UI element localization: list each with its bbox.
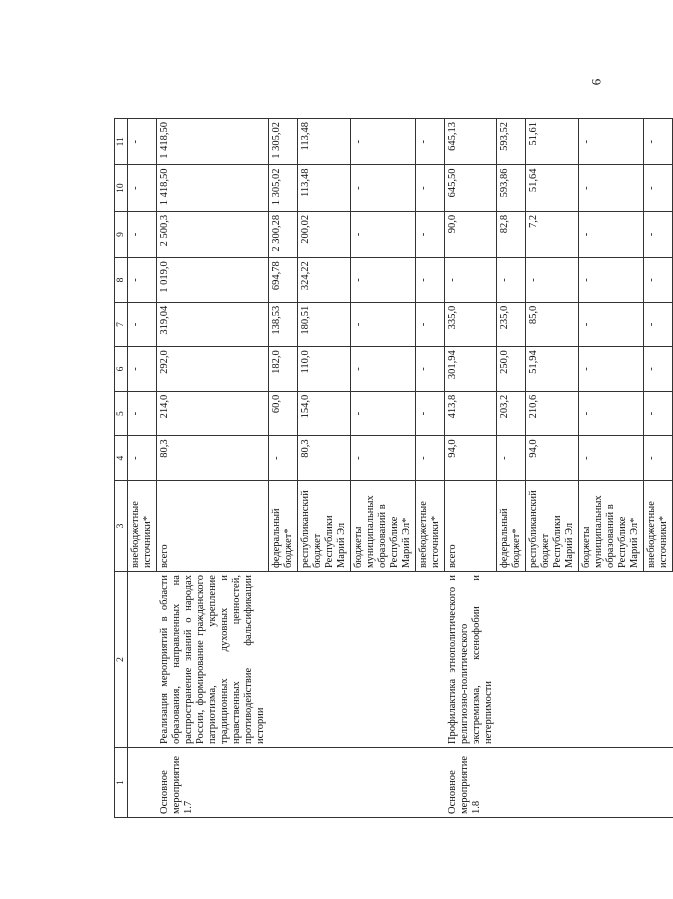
value-cell: 1 305,02 xyxy=(269,165,298,211)
description-cell: Реализация мероприятий в области образования, направленных на распространение знаний о народах России, формирование гражданского патриотизма, укрепление традиционных духовных и нравственных ценностей, противодействие фальсификации истории xyxy=(157,572,269,748)
table-row xyxy=(157,119,269,818)
column-header: 8 xyxy=(115,258,128,303)
value-cell: - xyxy=(351,119,416,165)
activity-cell xyxy=(644,748,673,818)
funding-source-cell: бюджеты муниципальных образований в Республике Марий Эл* xyxy=(579,480,644,571)
value-cell: - xyxy=(644,347,673,392)
value-cell: - xyxy=(445,258,497,303)
value-cell: - xyxy=(644,211,673,257)
value-cell: - xyxy=(416,211,445,257)
value-cell: - xyxy=(497,258,526,303)
value-cell: 94,0 xyxy=(445,436,497,481)
value-cell: - xyxy=(351,436,416,481)
value-cell: - xyxy=(644,165,673,211)
value-cell: - xyxy=(351,391,416,436)
funding-source-cell: бюджеты муниципальных образований в Республике Марий Эл* xyxy=(351,480,416,571)
value-cell: - xyxy=(416,391,445,436)
column-header: 4 xyxy=(115,436,128,481)
value-cell: - xyxy=(644,258,673,303)
table-row xyxy=(644,119,673,818)
header-row xyxy=(115,119,128,818)
table-row xyxy=(128,119,157,818)
value-cell: - xyxy=(351,211,416,257)
description-cell xyxy=(644,572,673,748)
value-cell: - xyxy=(416,119,445,165)
funding-table xyxy=(114,118,673,818)
table-row xyxy=(351,119,416,818)
funding-source-cell: республиканский бюджет Республики Марий Эл xyxy=(526,480,579,571)
value-cell: 94,0 xyxy=(526,436,579,481)
value-cell: 203,2 xyxy=(497,391,526,436)
value-cell: - xyxy=(579,436,644,481)
funding-source-cell: внебюджетные источники* xyxy=(416,480,445,571)
rotated-page xyxy=(114,118,669,818)
value-cell: 138,53 xyxy=(269,302,298,347)
value-cell: 51,64 xyxy=(526,165,579,211)
table-row xyxy=(269,119,298,818)
funding-source-cell: внебюджетные источники* xyxy=(128,480,157,571)
value-cell: - xyxy=(269,436,298,481)
value-cell: - xyxy=(579,165,644,211)
value-cell: 319,04 xyxy=(157,302,269,347)
value-cell: 80,3 xyxy=(157,436,269,481)
value-cell: 301,94 xyxy=(445,347,497,392)
value-cell: - xyxy=(579,211,644,257)
table-body xyxy=(128,119,673,818)
description-cell xyxy=(416,572,445,748)
funding-source-cell: республиканский бюджет Республики Марий Эл xyxy=(298,480,351,571)
column-header: 3 xyxy=(115,480,128,571)
value-cell: 90,0 xyxy=(445,211,497,257)
value-cell: 60,0 xyxy=(269,391,298,436)
value-cell: - xyxy=(128,302,157,347)
description-cell xyxy=(351,572,416,748)
value-cell: 593,52 xyxy=(497,119,526,165)
value-cell: 413,8 xyxy=(445,391,497,436)
description-cell xyxy=(497,572,526,748)
value-cell: - xyxy=(579,347,644,392)
value-cell: - xyxy=(416,347,445,392)
value-cell: 182,0 xyxy=(269,347,298,392)
table-row xyxy=(497,119,526,818)
value-cell: 200,02 xyxy=(298,211,351,257)
table-row xyxy=(298,119,351,818)
value-cell: - xyxy=(644,436,673,481)
column-header: 10 xyxy=(115,165,128,211)
description-cell: Профилактика этнополитического и религиозно-политического экстремизма, ксенофобии и нетерпимости xyxy=(445,572,497,748)
table-row xyxy=(445,119,497,818)
value-cell: - xyxy=(351,165,416,211)
value-cell: - xyxy=(416,302,445,347)
description-cell xyxy=(526,572,579,748)
activity-cell xyxy=(298,748,351,818)
value-cell: 113,48 xyxy=(298,119,351,165)
activity-cell: Основное мероприятие 1.7 xyxy=(157,748,269,818)
value-cell: 235,0 xyxy=(497,302,526,347)
value-cell: 110,0 xyxy=(298,347,351,392)
value-cell: 645,13 xyxy=(445,119,497,165)
value-cell: 154,0 xyxy=(298,391,351,436)
value-cell: 324,22 xyxy=(298,258,351,303)
value-cell: - xyxy=(128,347,157,392)
value-cell: - xyxy=(579,119,644,165)
activity-cell xyxy=(269,748,298,818)
value-cell: 113,48 xyxy=(298,165,351,211)
value-cell: 292,0 xyxy=(157,347,269,392)
description-cell xyxy=(128,572,157,748)
value-cell: 250,0 xyxy=(497,347,526,392)
funding-source-cell: федеральный бюджет* xyxy=(497,480,526,571)
value-cell: - xyxy=(579,302,644,347)
column-header: 9 xyxy=(115,211,128,257)
table-row xyxy=(526,119,579,818)
value-cell: 51,94 xyxy=(526,347,579,392)
value-cell: 1 418,50 xyxy=(157,165,269,211)
column-header: 1 xyxy=(115,748,128,818)
funding-source-cell: всего xyxy=(157,480,269,571)
funding-source-cell: внебюджетные источники* xyxy=(644,480,673,571)
value-cell: - xyxy=(351,302,416,347)
value-cell: 180,51 xyxy=(298,302,351,347)
description-cell xyxy=(269,572,298,748)
value-cell: 80,3 xyxy=(298,436,351,481)
value-cell: - xyxy=(416,436,445,481)
activity-cell xyxy=(497,748,526,818)
value-cell: - xyxy=(351,347,416,392)
value-cell: - xyxy=(128,211,157,257)
value-cell: - xyxy=(526,258,579,303)
value-cell: 51,61 xyxy=(526,119,579,165)
value-cell: - xyxy=(497,436,526,481)
value-cell: - xyxy=(416,258,445,303)
table-row xyxy=(416,119,445,818)
value-cell: 645,50 xyxy=(445,165,497,211)
value-cell: - xyxy=(128,119,157,165)
value-cell: 2 500,3 xyxy=(157,211,269,257)
value-cell: 7,2 xyxy=(526,211,579,257)
value-cell: - xyxy=(644,119,673,165)
activity-cell xyxy=(351,748,416,818)
table-row xyxy=(579,119,644,818)
value-cell: 694,78 xyxy=(269,258,298,303)
value-cell: 82,8 xyxy=(497,211,526,257)
page-number: 6 xyxy=(588,78,604,86)
value-cell: - xyxy=(128,258,157,303)
column-header: 5 xyxy=(115,391,128,436)
value-cell: - xyxy=(579,391,644,436)
value-cell: 1 019,0 xyxy=(157,258,269,303)
column-header: 2 xyxy=(115,572,128,748)
value-cell: 335,0 xyxy=(445,302,497,347)
value-cell: - xyxy=(579,258,644,303)
value-cell: - xyxy=(416,165,445,211)
activity-cell xyxy=(526,748,579,818)
value-cell: 593,86 xyxy=(497,165,526,211)
value-cell: - xyxy=(644,302,673,347)
value-cell: 1 305,02 xyxy=(269,119,298,165)
activity-cell: Основное мероприятие 1.8 xyxy=(445,748,497,818)
activity-cell xyxy=(579,748,644,818)
value-cell: 2 300,28 xyxy=(269,211,298,257)
value-cell: 210,6 xyxy=(526,391,579,436)
description-cell xyxy=(579,572,644,748)
value-cell: - xyxy=(128,391,157,436)
column-header: 11 xyxy=(115,119,128,165)
column-header: 6 xyxy=(115,347,128,392)
value-cell: - xyxy=(128,436,157,481)
activity-cell xyxy=(128,748,157,818)
description-cell xyxy=(298,572,351,748)
funding-source-cell: всего xyxy=(445,480,497,571)
column-header: 7 xyxy=(115,302,128,347)
value-cell: 214,0 xyxy=(157,391,269,436)
funding-source-cell: федеральный бюджет* xyxy=(269,480,298,571)
value-cell: - xyxy=(644,391,673,436)
value-cell: - xyxy=(351,258,416,303)
value-cell: 1 418,50 xyxy=(157,119,269,165)
activity-cell xyxy=(416,748,445,818)
value-cell: - xyxy=(128,165,157,211)
value-cell: 85,0 xyxy=(526,302,579,347)
